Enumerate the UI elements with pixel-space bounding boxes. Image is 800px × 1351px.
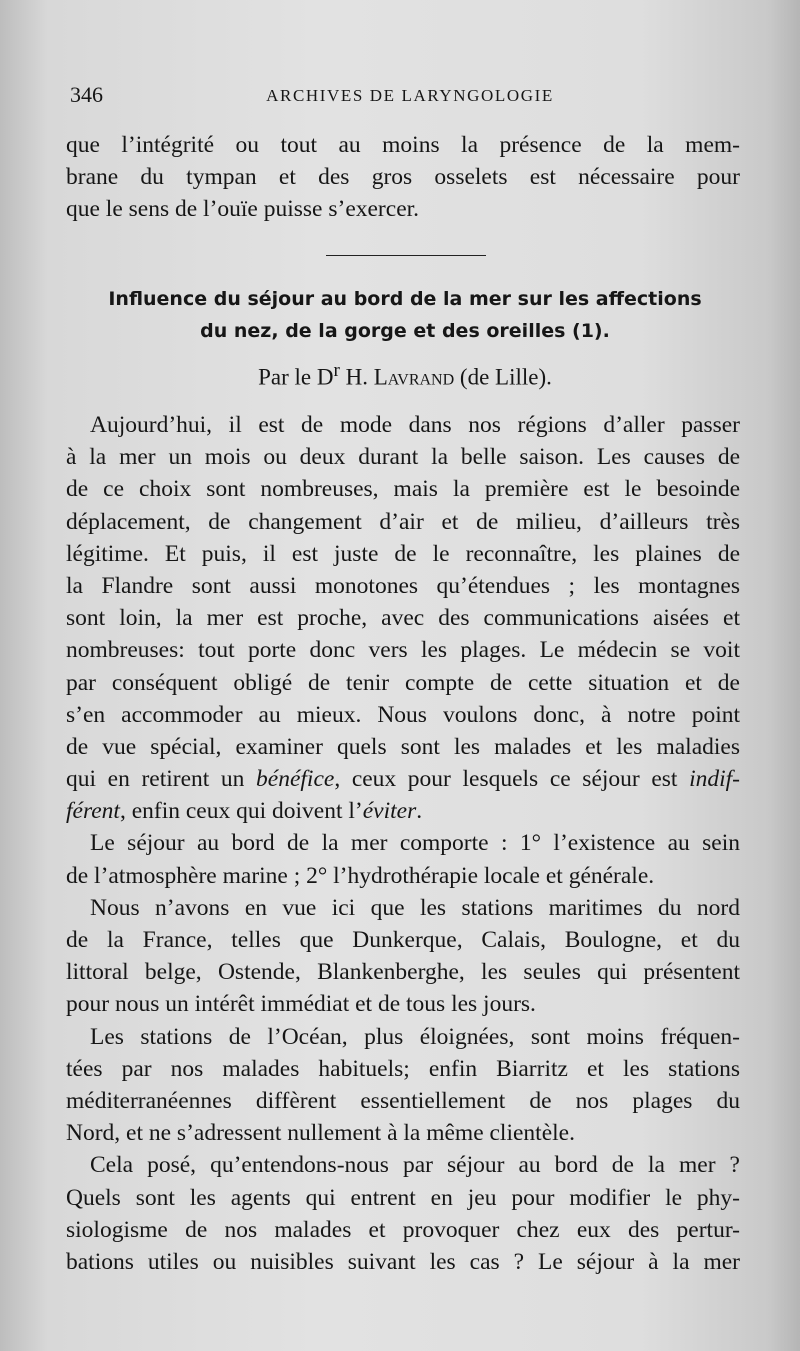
text-line: bations utiles ou nuisibles suivant les cas ? Le séjour à la mer [66, 1248, 740, 1275]
text-line: Cela posé, qu’entendons-nous par séjour au bord de la mer ? [90, 1152, 740, 1179]
article-title [60, 283, 750, 347]
text-line: que l’intégrité ou tout au moins la présence de la mem- [66, 132, 740, 158]
author-name: Lavrand [373, 364, 455, 390]
running-title: ARCHIVES DE LARYNGOLOGIE [266, 86, 554, 105]
article-title-line: du nez, de la gorge et des oreilles (1). [200, 320, 610, 342]
text-line: brane du tympan et des gros osselets est nécessaire pour [66, 164, 740, 191]
text-line: nombreuses: tout porte donc vers les plages. Le médecin se voit [66, 637, 740, 664]
text-line: de l’atmosphère marine ; 2° l’hydrothérapie locale et générale. [66, 862, 655, 889]
body-text [66, 409, 740, 1278]
text-line: férent, enfin ceux qui doivent l’éviter. [66, 798, 423, 825]
text-line: Quels sont les agents qui entrent en jeu pour modifier le phy- [66, 1184, 740, 1211]
page-number: 346 [70, 82, 103, 107]
text-line: Nous n’avons en vue ici que les stations maritimes du nord [90, 894, 740, 921]
text-line: littoral belge, Ostende, Blankenberghe, les seules qui présentent [66, 959, 740, 986]
text-line: tées par nos malades habituels; enfin Biarritz et les stations [66, 1055, 740, 1082]
text-line: Nord, et ne s’adressent nullement à la même clientèle. [66, 1120, 575, 1147]
intro-paragraph [66, 129, 740, 226]
text-line: méditerranéennes diffèrent essentiellement de nos plages du [66, 1087, 740, 1114]
text-line: déplacement, de changement d’air et de milieu, d’ailleurs très [66, 508, 740, 535]
text-line: Les stations de l’Océan, plus éloignées, sont moins fréquen- [90, 1023, 740, 1050]
italic-term: indif- [689, 766, 741, 793]
text-line: par conséquent obligé de tenir compte de cette situation et de [66, 669, 740, 696]
text-line: pour nous un intérêt immédiat et de tous les jours. [66, 991, 536, 1018]
article-title-line: Influence du séjour au bord de la mer sur les affections [108, 288, 702, 310]
text-line: à la mer un mois ou deux durant la belle saison. Les causes de [66, 444, 740, 471]
text-line: sont loin, la mer est proche, avec des communications aisées et [66, 605, 740, 632]
italic-term: éviter [362, 798, 417, 825]
text-line: Aujourd’hui, il est de mode dans nos régions d’aller passer [90, 412, 740, 438]
italic-term: férent [66, 798, 120, 825]
text-line: Le séjour au bord de la mer comporte : 1° l’existence au sein [90, 830, 740, 857]
italic-term: bénéfice [256, 766, 335, 793]
text-line: de vue spécial, examiner quels sont les malades et les maladies [66, 733, 740, 760]
text-line: siologisme de nos malades et provoquer chez eux des pertur- [66, 1216, 740, 1243]
text-line: la Flandre sont aussi monotones qu’étendues ; les montagnes [66, 572, 740, 599]
text-line: légitime. Et puis, il est juste de le reconnaître, les plaines de [66, 540, 740, 567]
text-line: de la France, telles que Dunkerque, Calais, Boulogne, et du [66, 927, 740, 953]
text-line: de ce choix sont nombreuses, mais la première est le besoinde [66, 476, 740, 503]
page-header [70, 82, 750, 112]
text-line: qui en retirent un bénéfice, ceux pour lesquels ce séjour est indif- [66, 766, 741, 793]
author-byline: Par le $D^r$ H. Lavrand (de Lille). [258, 360, 552, 390]
text-line: s’en accommoder au mieux. Nous voulons donc, à notre point [66, 701, 740, 728]
text-line: que le sens de l’ouïe puisse s’exercer. [66, 196, 420, 223]
section-divider [326, 255, 486, 256]
